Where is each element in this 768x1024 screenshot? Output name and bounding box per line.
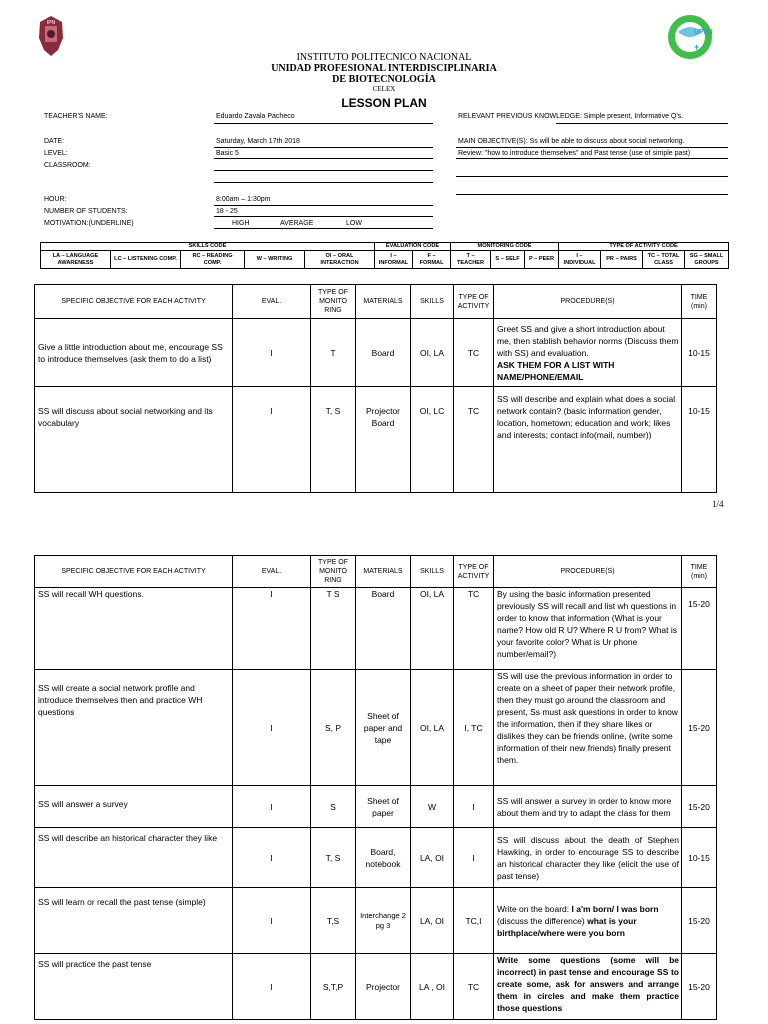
monitoring-code-title: MONITORING CODE xyxy=(451,243,559,251)
materials-cell: Board, notebook xyxy=(356,828,411,888)
date-value: Saturday, March 17th 2018 xyxy=(216,138,300,145)
skills-cell: OI, LA xyxy=(411,670,454,786)
skills-cell: LA, OI xyxy=(411,828,454,888)
teacher-value: Eduardo Zavala Pacheco xyxy=(216,113,295,120)
col-objective: SPECIFIC OBJECTIVE FOR EACH ACTIVITY xyxy=(35,556,233,588)
hour-value: 8:00am – 1:30pm xyxy=(216,196,271,203)
procedure-mid: (discuss the difference) xyxy=(497,915,585,926)
monitoring-cell: S xyxy=(311,786,356,828)
eval-cell: I xyxy=(233,954,311,1020)
classroom-label: CLASSROOM: xyxy=(44,162,91,169)
skills-cell: OI, LC xyxy=(411,387,454,493)
table-row xyxy=(35,588,717,670)
svg-text:IPN: IPN xyxy=(46,20,56,26)
skills-cell: W xyxy=(411,786,454,828)
materials-cell: Board xyxy=(356,319,411,387)
objective-cell: SS will discuss about social networking and its vocabulary xyxy=(35,387,233,493)
motivation-low: LOW xyxy=(346,220,362,227)
monitoring-cell: T S xyxy=(311,588,356,670)
col-materials: MATERIALS xyxy=(356,556,411,588)
lesson-table-1 xyxy=(34,284,717,493)
institute-name: INSTITUTO POLITECNICO NACIONAL xyxy=(296,52,472,63)
time-cell: 10-15 xyxy=(682,387,717,493)
date-label: DATE: xyxy=(44,138,65,145)
motivation-label: MOTIVATION:(UNDERLINE) xyxy=(44,220,134,227)
procedure-cell xyxy=(494,319,682,387)
time-cell: 15-20 xyxy=(682,954,717,1020)
materials-cell: Interchange 2 pg 3 xyxy=(356,888,411,954)
unit-name: UNIDAD PROFESIONAL INTERDISCIPLINARIA xyxy=(271,63,497,74)
objective-cell: Give a little introduction about me, encourage SS to introduce themselves (ask them to do a list) xyxy=(35,319,233,387)
department-name: DE BIOTECNOLOGÍA xyxy=(332,74,436,85)
materials-cell: Sheet of paper xyxy=(356,786,411,828)
objective-cell: SS will learn or recall the past tense (simple) xyxy=(35,888,233,954)
procedure-bold: what is your birthplace/where were you born xyxy=(497,915,637,938)
code-cell: S – SELF xyxy=(491,251,525,269)
procedure-text: Greet SS and give a short introduction about me, then stablish behavior norms (Discuss them with SS) and evaluation. xyxy=(497,323,679,358)
skills-cell: OI, LA xyxy=(411,319,454,387)
motivation-high: HIGH xyxy=(232,220,250,227)
time-cell: 15-20 xyxy=(682,670,717,786)
time-cell: 10-15 xyxy=(682,828,717,888)
activity-cell: I xyxy=(454,828,494,888)
col-activity: TYPE OF ACTIVITY xyxy=(454,285,494,319)
eval-cell: I xyxy=(233,670,311,786)
time-cell: 15-20 xyxy=(682,786,717,828)
table-row xyxy=(35,888,717,954)
code-cell: I – INFORMAL xyxy=(375,251,413,269)
monitoring-cell: T,S xyxy=(311,888,356,954)
center-name: CELEX xyxy=(372,85,396,93)
col-eval: EVAL. xyxy=(233,556,311,588)
col-activity: TYPE OF ACTIVITY xyxy=(454,556,494,588)
time-cell: 15-20 xyxy=(682,888,717,954)
code-cell: TC – TOTAL CLASS xyxy=(643,251,685,269)
monitoring-cell: S, P xyxy=(311,670,356,786)
evaluation-code-title: EVALUATION CODE xyxy=(375,243,451,251)
materials-cell: Sheet of paper and tape xyxy=(356,670,411,786)
hour-label: HOUR: xyxy=(44,196,67,203)
monitoring-cell: T, S xyxy=(311,387,356,493)
skills-cell: OI, LA xyxy=(411,588,454,670)
col-skills: SKILLS xyxy=(411,285,454,319)
code-cell: P – PEER xyxy=(525,251,559,269)
col-procedure: PROCEDURE(S) xyxy=(494,285,682,319)
motivation-average: AVERAGE xyxy=(280,220,314,227)
activity-cell: TC xyxy=(454,319,494,387)
procedure-cell: SS will use the previous information in order to create on a sheet of paper their network profile, then they must go around the classroom and present, Ss must ask questions in order to know the information, then if they share likes or dislikes they can be friends online, (write some information of their new friends) finally present them. xyxy=(494,670,682,786)
table-row xyxy=(35,319,717,387)
objective-cell: SS will create a social network profile and introduce themselves then and practice WH questions xyxy=(35,670,233,786)
procedure-cell xyxy=(494,888,682,954)
students-value: 18 - 25 xyxy=(216,208,238,215)
lesson-table-2 xyxy=(34,555,717,1020)
code-cell: I – INDIVIDUAL xyxy=(559,251,601,269)
eval-cell: I xyxy=(233,588,311,670)
procedure-cell: SS will describe and explain what does a social network contain? (basic information gender, location, hometown; education and work; likes and interests; contact info(mail, number)) xyxy=(494,387,682,493)
table-row xyxy=(35,670,717,786)
code-cell: LA – LANGUAGE AWARENESS xyxy=(41,251,111,269)
page-title: LESSON PLAN xyxy=(341,96,427,110)
code-cell: LC – LISTENING COMP. xyxy=(111,251,181,269)
materials-cell: Projector xyxy=(356,954,411,1020)
codes-table xyxy=(40,242,729,269)
procedure-prefix: Write on the board: xyxy=(497,903,570,914)
objective-cell: SS will answer a survey xyxy=(35,786,233,828)
activity-cell: I, TC xyxy=(454,670,494,786)
skills-cell: LA , OI xyxy=(411,954,454,1020)
col-monitoring: TYPE OF MONITO RING xyxy=(311,285,356,319)
col-time: TIME (min) xyxy=(682,285,717,319)
col-materials: MATERIALS xyxy=(356,285,411,319)
col-monitoring: TYPE OF MONITO RING xyxy=(311,556,356,588)
svg-text:+: + xyxy=(694,42,700,52)
time-cell: 15-20 xyxy=(682,588,717,670)
col-objective: SPECIFIC OBJECTIVE FOR EACH ACTIVITY xyxy=(35,285,233,319)
monitoring-cell: S,T,P xyxy=(311,954,356,1020)
skills-code-title: SKILLS CODE xyxy=(41,243,375,251)
materials-cell: Projector Board xyxy=(356,387,411,493)
eval-cell: I xyxy=(233,786,311,828)
level-value: Basic 5 xyxy=(216,150,239,157)
eval-cell: I xyxy=(233,387,311,493)
procedure-cell: By using the basic information presented previously SS will recall and list wh questions in order to know that information (What is your name? How old R U? Where R U from? What is your favorite color? What is Ur phone number/email?) xyxy=(494,588,682,670)
teacher-label: TEACHER'S NAME: xyxy=(44,113,108,120)
review-text: Review: "how to introduce themselves" and Past tense (use of simple past) xyxy=(458,150,691,157)
code-cell: PR – PAIRS xyxy=(601,251,643,269)
objective-cell: SS will describe an historical character they like xyxy=(35,828,233,888)
eval-cell: I xyxy=(233,828,311,888)
table-row xyxy=(35,828,717,888)
activity-cell: TC xyxy=(454,954,494,1020)
skills-cell: LA, OI xyxy=(411,888,454,954)
materials-cell: Board xyxy=(356,588,411,670)
activity-cell: TC xyxy=(454,588,494,670)
main-objective-label: MAIN OBJECTIVE(S): xyxy=(458,138,528,145)
procedure-cell: Write some questions (some will be incorrect) in past tense and encourage SS to create some, ask for answers and arrange them in circles and make them practice those questions xyxy=(494,954,682,1020)
previous-knowledge-value: Simple present, Informative Q's. xyxy=(583,113,684,120)
eval-cell: I xyxy=(233,319,311,387)
time-cell: 10-15 xyxy=(682,319,717,387)
monitoring-cell: T xyxy=(311,319,356,387)
code-cell: OI – ORAL INTERACTION xyxy=(305,251,375,269)
activity-cell: TC xyxy=(454,387,494,493)
col-time: TIME (min) xyxy=(682,556,717,588)
code-cell: SG – SMALL GROUPS xyxy=(685,251,729,269)
col-skills: SKILLS xyxy=(411,556,454,588)
previous-knowledge-label: RELEVANT PREVIOUS KNOWLEDGE: xyxy=(458,113,582,120)
code-cell: F – FORMAL xyxy=(413,251,451,269)
procedure-board-text: I a'm born/ I was born xyxy=(571,903,659,914)
eval-cell: I xyxy=(233,888,311,954)
code-cell: T – TEACHER xyxy=(451,251,491,269)
table-row xyxy=(35,387,717,493)
table-row xyxy=(35,786,717,828)
page-number: 1/4 xyxy=(712,499,724,509)
objective-cell: SS will practice the past tense xyxy=(35,954,233,1020)
svg-text:UPIBI: UPIBI xyxy=(694,29,713,36)
code-cell: RC – READING COMP. xyxy=(181,251,245,269)
col-procedure: PROCEDURE(S) xyxy=(494,556,682,588)
procedure-cell: SS will discuss about the death of Stephen Hawking, in order to encourage SS to describe an historical character they like (elicit the use of past tense) xyxy=(494,828,682,888)
activity-code-title: TYPE OF ACTIVITY CODE xyxy=(559,243,729,251)
activity-cell: I xyxy=(454,786,494,828)
table-row xyxy=(35,954,717,1020)
code-cell: W – WRITING xyxy=(245,251,305,269)
main-objective-value: Ss will be able to discuss about social networking. xyxy=(529,138,685,145)
monitoring-cell: T, S xyxy=(311,828,356,888)
students-label: NUMBER OF STUDENTS: xyxy=(44,208,128,215)
level-label: LEVEL: xyxy=(44,150,68,157)
procedure-cell: SS will answer a survey in order to know more about them and try to adapt the class for them xyxy=(494,786,682,828)
activity-cell: TC,I xyxy=(454,888,494,954)
procedure-bold: ASK THEM FOR A LIST WITH NAME/PHONE/EMAIL xyxy=(497,359,615,382)
objective-cell: SS will recall WH questions. xyxy=(35,588,233,670)
col-eval: EVAL. xyxy=(233,285,311,319)
